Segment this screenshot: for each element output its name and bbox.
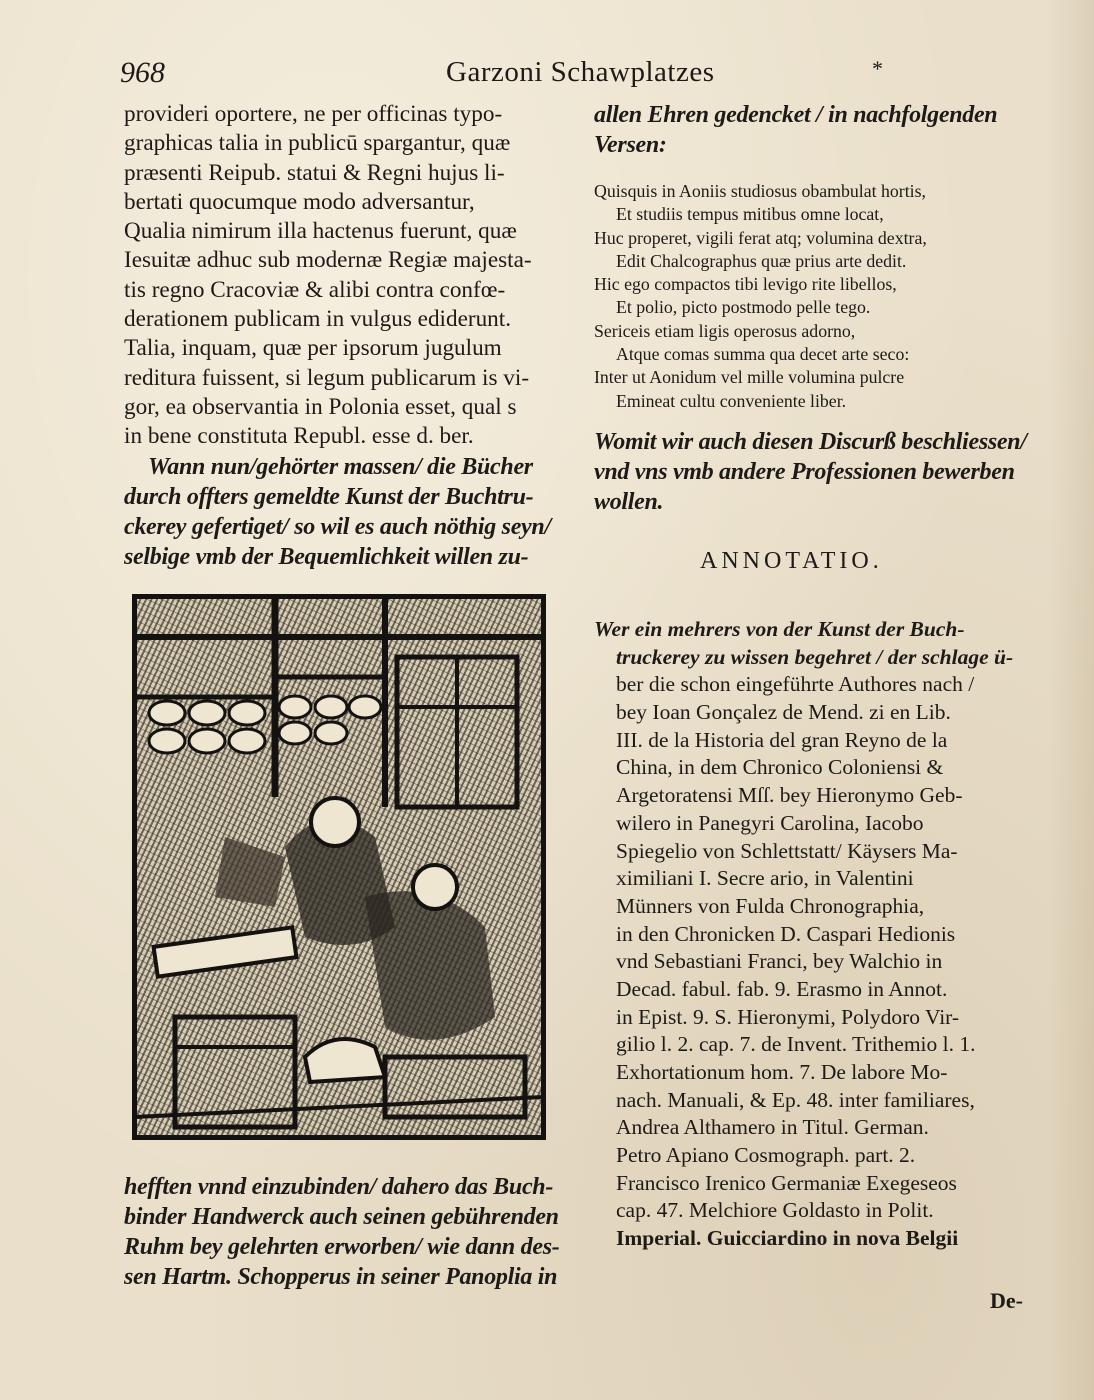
latin-line: derationem publicam in vulgus ediderunt. <box>124 306 512 333</box>
german-line: wollen. <box>594 488 664 515</box>
annotatio-line: Exhortationum hom. 7. De labore Mo- <box>616 1060 948 1084</box>
annotatio-line: wilero in Panegyri Carolina, Iacobo <box>616 810 924 835</box>
german-line: hefften vnnd einzubinden/ dahero das Buch- <box>124 1174 554 1200</box>
annotatio-line: vnd Sebastiani Franci, bey Walchio in <box>616 949 943 974</box>
latin-line: reditura fuissent, si legum publicarum is vi- <box>124 364 530 391</box>
verse-line: Et studiis tempus mitibus omne locat, <box>616 204 884 225</box>
annotatio-line: III. de la Historia del gran Reyno de la <box>616 727 948 752</box>
annotatio-line: China, in dem Chronico Coloniensi & <box>616 755 944 780</box>
annotatio-line: ximiliani I. Secre ario, in Valentini <box>616 866 914 891</box>
german-line: binder Handwerck auch seinen gebührenden <box>124 1204 559 1230</box>
annotatio-line: ber die schon eingeführte Authores nach / <box>616 672 975 697</box>
german-line: Wann nun/gehörter massen/ die Bücher <box>148 453 533 480</box>
annotatio-line: bey Ioan Gonçalez de Mend. zi en Lib. <box>616 700 951 725</box>
latin-line: gor, ea observantia in Polonia esset, qual s <box>124 393 517 420</box>
german-line: selbige vmb der Bequemlichkeit willen zu- <box>124 543 529 570</box>
woodcut-bookbinder-workshop-icon <box>135 597 543 1137</box>
latin-line: bertati quocumque modo adversantur, <box>124 188 475 215</box>
verse-line: Emineat cultu conveniente liber. <box>616 390 847 411</box>
annotatio-line: in Epist. 9. S. Hieronymi, Polydoro Vir- <box>616 1004 960 1029</box>
annotatio-heading: ANNOTATIO. <box>700 548 883 574</box>
german-line: Ruhm bey gelehrten erworben/ wie dann des- <box>124 1234 560 1260</box>
annotatio-line: in den Chronicken D. Caspari Hedionis <box>616 921 956 946</box>
annotatio-line: Francisco Irenico Germaniæ Exegeseos <box>616 1170 957 1195</box>
annotatio-line: Petro Apiano Cosmograph. part. 2. <box>616 1143 916 1168</box>
latin-line: Qualia nimirum illa hactenus fuerunt, quæ <box>124 218 517 245</box>
latin-line: præsenti Reipub. statui & Regni hujus li- <box>124 159 505 186</box>
header-mark: * <box>872 56 883 81</box>
annotatio-line: Imperial. Guicciardino in nova Belgii <box>616 1226 959 1251</box>
catchword: De- <box>990 1288 1023 1313</box>
verse-line: Quisquis in Aoniis studiosus obambulat hortis, <box>594 181 926 201</box>
running-title: Garzoni Schawplatzes <box>446 56 715 88</box>
page-header <box>120 56 1040 100</box>
german-line: durch offters gemeldte Kunst der Buchtru- <box>124 483 534 510</box>
annotatio-line: cap. 47. Melchiore Goldasto in Polit. <box>616 1198 934 1223</box>
annotatio-line: Münners von Fulda Chronographia, <box>616 893 925 918</box>
annotatio-line: truckerey zu wissen begehret / der schlage ü- <box>616 644 1014 669</box>
annotatio-line: Argetoratensi Mſſ. bey Hieronymo Geb- <box>616 783 963 808</box>
german-line: vnd vns vmb andere Professionen bewerben <box>594 458 1015 485</box>
verse-line: Hic ego compactos tibi levigo rite libellos, <box>594 274 897 295</box>
annotatio-block <box>594 616 1049 1253</box>
german-line: Versen: <box>594 132 667 158</box>
latin-line: graphicas talia in publicū spargantur, quæ <box>124 130 511 157</box>
left-column <box>124 100 586 572</box>
german-line: sen Hartm. Schopperus in seiner Panoplia in <box>124 1264 558 1290</box>
page-edge-shadow <box>1048 0 1094 1400</box>
latin-line: in bene constituta Republ. esse d. ber. <box>124 423 474 450</box>
page-number: 968 <box>120 56 165 89</box>
woodcut-illustration <box>132 594 546 1140</box>
verse-line: Sericeis etiam ligis operosus adorno, <box>594 320 856 341</box>
verse-line: Inter ut Aonidum vel mille volumina pulcre <box>594 367 905 388</box>
verse-line: Et polio, picto postmodo pelle tego. <box>616 297 871 318</box>
annotatio-line: Wer ein mehrers von der Kunst der Buch- <box>594 617 965 641</box>
german-line: ckerey gefertiget/ so wil es auch nöthig seyn/ <box>124 513 551 540</box>
verse-line: Atque comas summa qua decet arte seco: <box>616 344 910 365</box>
left-column-bottom <box>124 1172 586 1292</box>
annotatio-line: Spiegelio von Schlettstatt/ Käysers Ma- <box>616 838 958 863</box>
latin-line: provideri oportere, ne per officinas typo- <box>124 101 503 127</box>
annotatio-line: Andrea Althamero in Titul. German. <box>616 1115 929 1140</box>
verse-line: Edit Chalcographus quæ prius arte dedit. <box>616 250 907 271</box>
german-line: allen Ehren gedencket / in nachfolgenden <box>594 102 998 128</box>
verse-line: Huc properet, vigili ferat atq; volumina dextra, <box>594 227 927 248</box>
annotatio-line: Decad. fabul. fab. 9. Erasmo in Annot. <box>616 976 948 1001</box>
annotatio-line: gilio l. 2. cap. 7. de Invent. Trithemio l. 1. <box>616 1032 976 1057</box>
right-column <box>594 100 1049 517</box>
german-line: Womit wir auch diesen Discurß beschliessen/ <box>594 428 1027 455</box>
latin-line: Talia, inquam, quæ per ipsorum jugulum <box>124 335 502 362</box>
annotatio-line: nach. Manuali, & Ep. 48. inter familiares, <box>616 1087 975 1112</box>
latin-line: Iesuitæ adhuc sub modernæ Regiæ majesta- <box>124 247 532 274</box>
latin-line: tis regno Cracoviæ & alibi contra confœ- <box>124 276 506 303</box>
